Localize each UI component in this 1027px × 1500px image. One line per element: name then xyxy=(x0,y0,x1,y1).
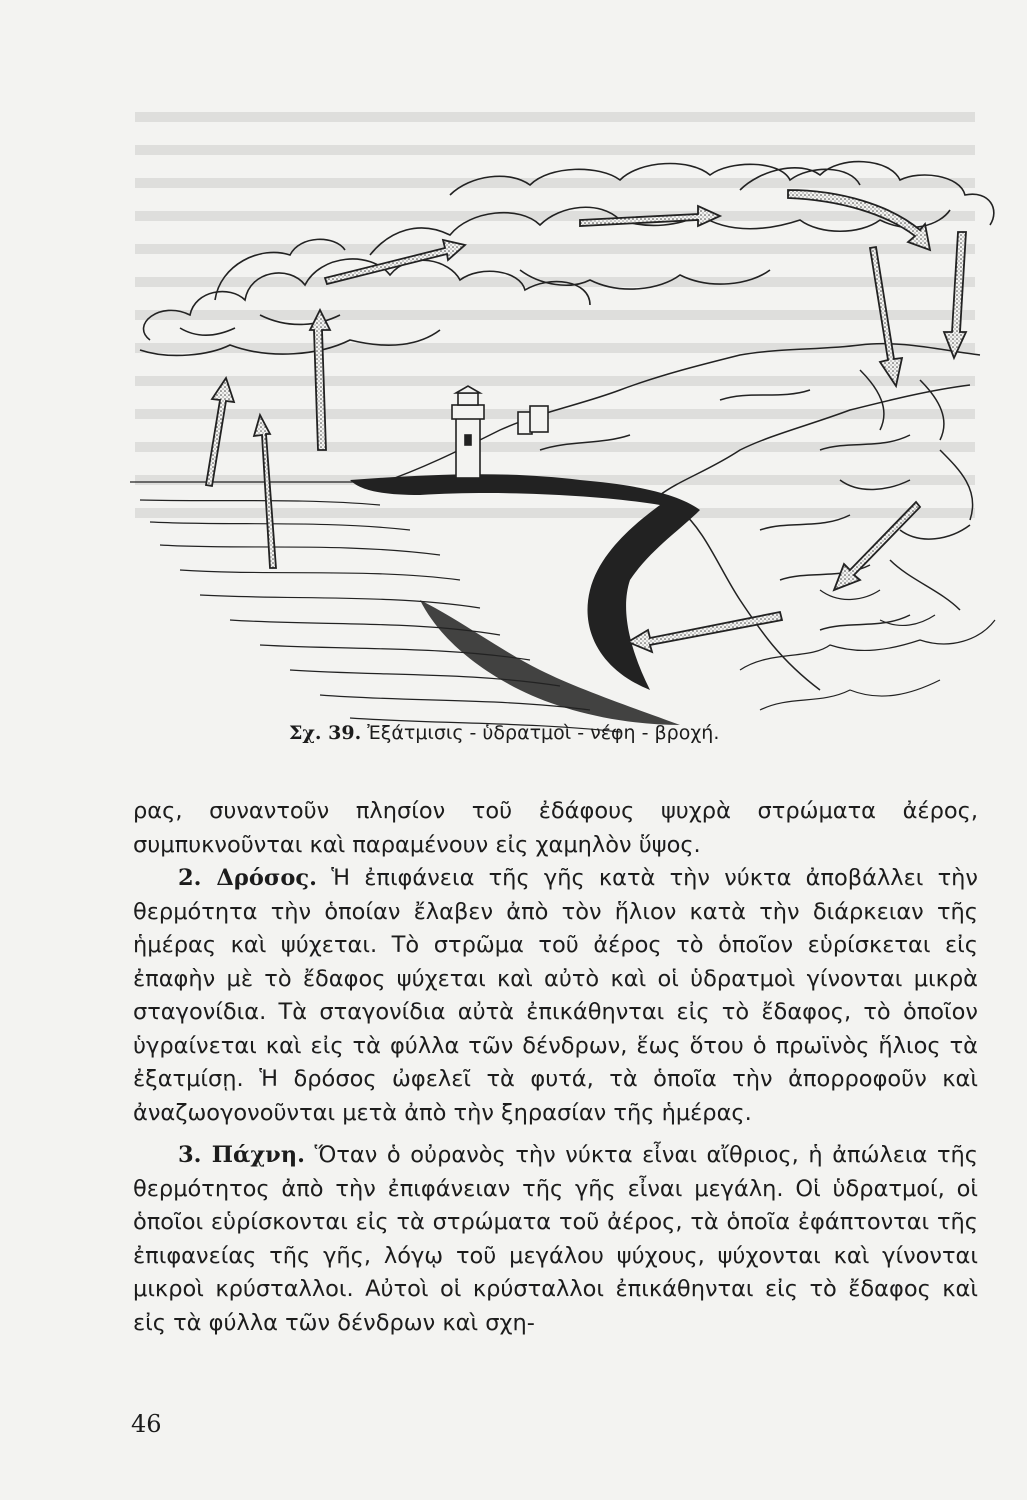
paragraph-dew-text: Ἡ ἐπιφάνεια τῆς γῆς κατὰ τὴν νύκτα ἀποβάλλει τὴν θερμότητα τὴν ὁποίαν ἔλαβεν ἀπὸ τὸν ἥλιον κατὰ τὴν διάρκειαν τῆς ἡμέρας καὶ ψύχεται. Τὸ στρῶμα τοῦ ἀέρος τὸ ὁποῖον εὑρίσκεται εἰς ἐπαφὴν μὲ τὸ ἔδαφος ψύχεται καὶ αὐτὸ καὶ οἱ ὑδρατμοὶ γίνονται μικρὰ σταγονίδια. Τὰ σταγονίδια αὐτὰ ἐπικάθηνται εἰς τὸ ἔδαφος, τὸ ὁποῖον ὑγραίνεται καὶ εἰς τὰ φύλλα τῶν δένδρων, ἕως ὅτου ὁ πρωϊνὸς ἥλιος τὰ ἐξατμίσῃ. Ἡ δρόσος ὠφελεῖ τὰ φυτά, τὰ ὁποῖα τὴν ἀπορροφοῦν καὶ ἀναζωογονοῦνται μετὰ ἀπὸ τὴν ξηρασίαν τῆς ἡμέρας. xyxy=(133,865,978,1126)
paragraph-fog-continued: ρας, συναντοῦν πλησίον τοῦ ἐδάφους ψυχρὰ στρώματα ἀέρος, συμπυκνοῦνται καὶ παραμένουν εἰς χαμηλὸν ὕψος. xyxy=(133,798,978,858)
paragraph-frost xyxy=(133,1139,978,1340)
lighthouse xyxy=(452,386,548,478)
figure-caption-text: Ἐξάτμισις - ὑδρατμοὶ - νέφη - βροχή. xyxy=(367,722,720,744)
paragraph-dew xyxy=(133,862,978,1130)
paragraph-frost-text: Ὅταν ὁ οὐρανὸς τὴν νύκτα εἶναι αἴθριος, ἡ ἀπώλεια τῆς θερμότητος ἀπὸ τὴν ἐπιφάνειαν τῆς γῆς εἶναι μεγάλη. Οἱ ὑδρατμοί, οἱ ὁποῖοι εὑρίσκονται εἰς τὰ στρώματα τοῦ ἀέρος, τὰ ὁποῖα ἐφάπτονται τῆς ἐπιφανείας τῆς γῆς, λόγῳ τοῦ μεγάλου ψύχους, ψύχονται καὶ γίνονται μικροὶ κρύσταλλοι. Αὐτοὶ οἱ κρύσταλλοι ἐπικάθηνται εἰς τὸ ἔδαφος καὶ εἰς τὰ φύλλα τῶν δένδρων καὶ σχη- xyxy=(133,1142,978,1336)
rain-arrows xyxy=(870,232,966,386)
heading-frost: 3. Πάχνη. xyxy=(178,1142,305,1168)
figure-caption-label: Σχ. 39. xyxy=(289,722,362,744)
foreground-rocks xyxy=(740,590,995,710)
water-cycle-illustration xyxy=(120,150,1000,740)
shore-shading xyxy=(350,474,700,725)
cloud-outlines xyxy=(140,162,994,356)
cloud-movement-arrows xyxy=(325,190,930,284)
page-number: 46 xyxy=(131,1410,162,1438)
figure-caption xyxy=(289,722,849,744)
body-text xyxy=(133,795,978,1340)
heading-dew: 2. Δρόσος. xyxy=(178,865,317,891)
evaporation-arrows xyxy=(206,310,330,568)
